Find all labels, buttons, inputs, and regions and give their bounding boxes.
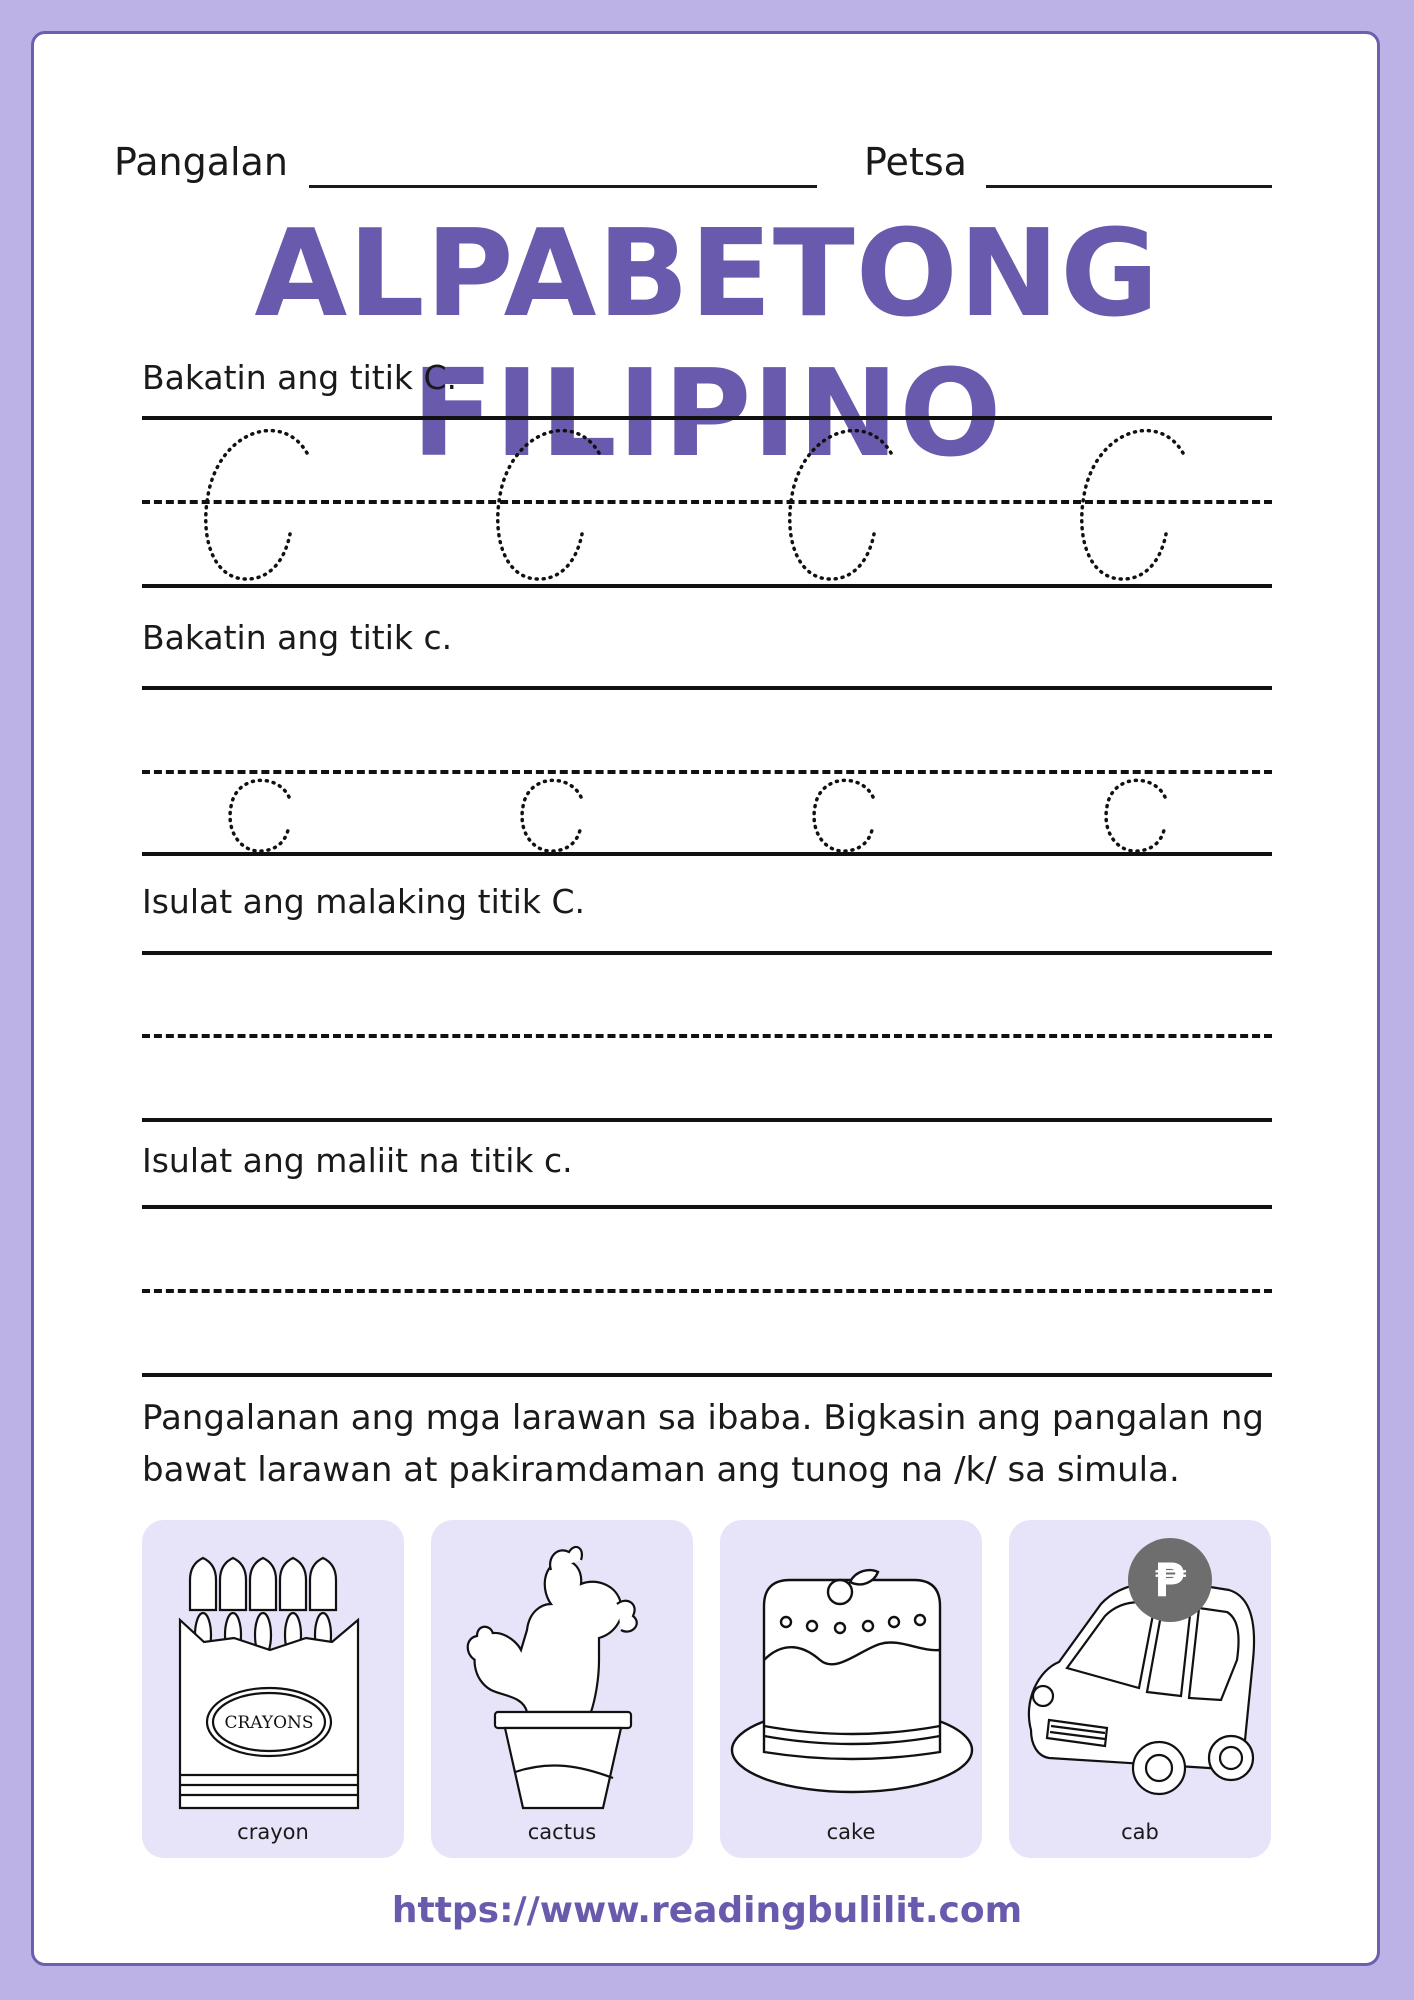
name-label: Pangalan xyxy=(114,140,288,184)
trace-letter-c-1 xyxy=(230,780,289,851)
instruction-write-uppercase: Isulat ang malaking titik C. xyxy=(142,882,585,921)
instruction-trace-lowercase: Bakatin ang titik c. xyxy=(142,618,453,657)
picture-caption: cab xyxy=(1121,1820,1159,1844)
name-line[interactable] xyxy=(309,185,817,188)
trace-letter-c-2 xyxy=(522,780,581,851)
instruction-trace-uppercase: Bakatin ang titik C. xyxy=(142,358,458,397)
page-title: ALPABETONG FILIPINO xyxy=(254,205,1160,484)
picture-instruction-line-2: bawat larawan at pakiramdaman ang tunog na /k/ sa simula. xyxy=(142,1450,1180,1490)
crayons-icon xyxy=(142,1520,404,1858)
footer-url-link[interactable]: https://www.readingbulilit.com xyxy=(391,1890,1023,1931)
date-label: Petsa xyxy=(864,140,967,184)
picture-caption: cake xyxy=(826,1820,876,1844)
picture-instruction-line-1: Pangalanan ang mga larawan sa ibaba. Bigkasin ang pangalan ng xyxy=(142,1398,1264,1438)
trace-letter-C-1 xyxy=(206,431,307,579)
picture-card-cactus xyxy=(431,1520,693,1858)
cake-icon xyxy=(720,1520,982,1858)
picture-card-cake xyxy=(720,1520,982,1858)
picture-caption: cactus xyxy=(527,1820,597,1844)
crayons-box-label: CRAYONS xyxy=(224,1713,314,1733)
picture-card-crayon xyxy=(142,1520,404,1858)
date-line[interactable] xyxy=(986,185,1272,188)
trace-letter-c-4 xyxy=(1106,780,1165,851)
peso-icon: ₱ xyxy=(1153,1553,1187,1607)
trace-uppercase-letters[interactable] xyxy=(142,416,1272,591)
instruction-write-lowercase: Isulat ang maliit na titik c. xyxy=(142,1141,573,1180)
name-date-row xyxy=(114,110,1272,190)
trace-letter-C-3 xyxy=(790,431,891,579)
picture-card-cab xyxy=(1009,1520,1271,1858)
trace-letter-C-2 xyxy=(498,431,599,579)
trace-lowercase-letters[interactable] xyxy=(142,686,1272,861)
picture-cards xyxy=(142,1520,1272,1858)
picture-caption: crayon xyxy=(237,1820,309,1844)
trace-letter-C-4 xyxy=(1082,431,1183,579)
write-uppercase-lines[interactable] xyxy=(142,951,1272,1126)
write-lowercase-lines[interactable] xyxy=(142,1205,1272,1380)
trace-letter-c-3 xyxy=(814,780,873,851)
cab-icon xyxy=(1009,1520,1271,1858)
cactus-icon xyxy=(431,1520,693,1858)
